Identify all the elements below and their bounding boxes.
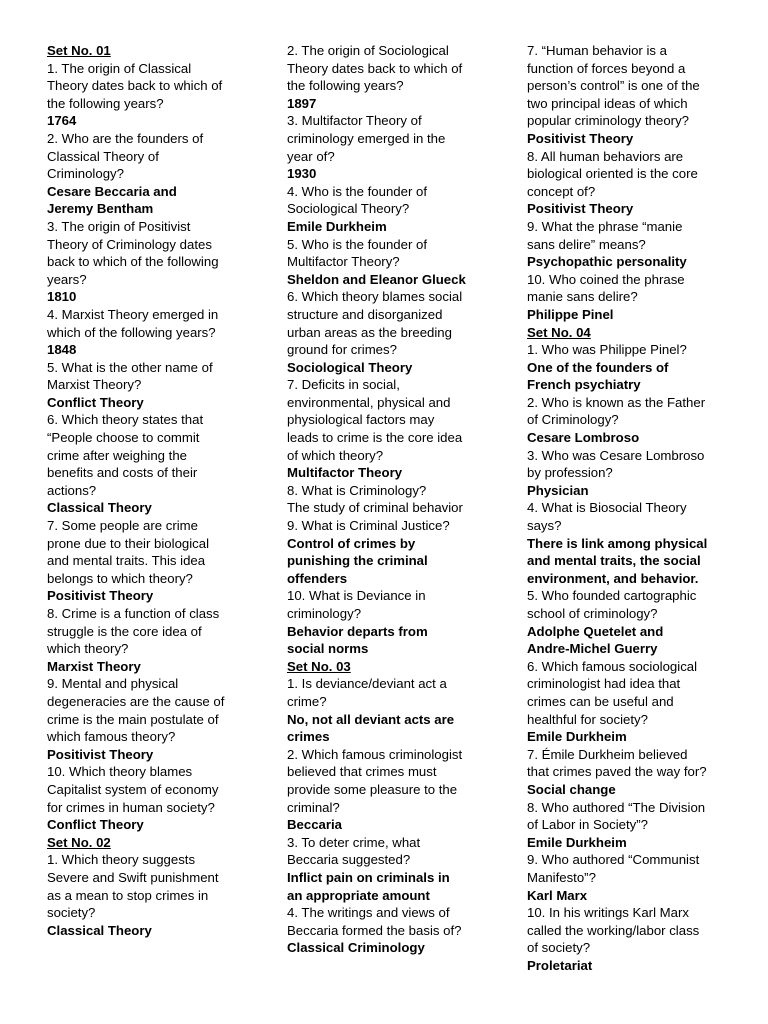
column-1	[47, 42, 259, 939]
question-text: 9. What the phrase “manie sans delire” means?	[527, 218, 683, 252]
answer-text: No, not all deviant acts are crimes	[287, 711, 455, 745]
set-heading: Set No. 02	[47, 834, 111, 850]
question-text: 6. Which theory states that “People choose to commit crime after weighing the benefits and costs of their actions?	[47, 412, 204, 498]
question-text: 4. The writings and views of Beccaria formed the basis of?	[287, 905, 462, 938]
question-text: 3. Multifactor Theory of criminology emerged in the year of?	[287, 113, 446, 164]
question-text: 1. Is deviance/deviant act a crime?	[287, 676, 447, 709]
question-text: 8. What is Criminology? The study of criminal behavior 9. What is Criminal Justice?	[287, 482, 463, 534]
answer-text: Cesare Lombroso	[527, 430, 640, 446]
answer-text: Physician	[527, 482, 589, 498]
answer-text: Behavior departs from social norms	[287, 623, 428, 657]
question-text: 2. Which famous criminologist believed that crimes must provide some pleasure to the criminal?	[287, 746, 463, 815]
question-text: 7. Émile Durkheim believed that crimes paved the way for?	[527, 746, 707, 780]
answer-text: Emile Durkheim	[287, 218, 387, 234]
answer-text: 1930	[287, 166, 317, 182]
answer-text: Classical Theory	[47, 922, 152, 938]
question-text: 10. In his writings Karl Marx called the working/labor class of society?	[527, 905, 700, 956]
answer-text: Control of crimes by punishing the criminal offenders	[287, 535, 428, 586]
question-text: 5. Who is the founder of Multifactor Theory?	[287, 236, 428, 270]
question-text: 3. To deter crime, what Beccaria suggested?	[287, 834, 421, 868]
answer-text: One of the founders of French psychiatry	[527, 359, 669, 393]
answer-text: Sociological Theory	[287, 359, 413, 375]
set-heading: Set No. 01	[47, 43, 111, 58]
answer-text: Classical Criminology	[287, 940, 425, 956]
question-text: 10. Which theory blames Capitalist system of economy for crimes in human society?	[47, 764, 219, 815]
answer-text: Classical Theory	[47, 500, 152, 516]
question-text: 1. Who was Philippe Pinel?	[527, 342, 687, 358]
question-text: 8. Crime is a function of class struggle is the core idea of which theory?	[47, 606, 220, 657]
question-text: 7. “Human behavior is a function of forces beyond a person’s control” is one of the two principal ideas of which popular criminology theory?	[527, 43, 700, 129]
question-text: 9. Who authored “Communist Manifesto”?	[527, 852, 700, 885]
question-text: 4. Who is the founder of Sociological Theory?	[287, 183, 428, 217]
answer-text: Conflict Theory	[47, 394, 144, 410]
answer-text: Proletariat	[527, 957, 593, 973]
column-2	[287, 42, 499, 957]
question-text: 3. Who was Cesare Lombroso by profession?	[527, 447, 705, 481]
answer-text: Conflict Theory	[47, 817, 144, 833]
question-text: 4. What is Biosocial Theory says?	[527, 500, 687, 534]
answer-text: Positivist Theory	[527, 130, 634, 146]
answer-text: There is link among physical and mental traits, the social environment, and behavior.	[527, 535, 708, 586]
answer-text: Positivist Theory	[527, 201, 634, 217]
answer-text: Inflict pain on criminals in an appropriate amount	[287, 869, 450, 903]
question-text: 8. All human behaviors are biological oriented is the core concept of?	[527, 148, 698, 199]
question-text: 1. The origin of Classical Theory dates back to which of the following years?	[47, 60, 223, 111]
question-text: 5. Who founded cartographic school of criminology?	[527, 588, 697, 621]
answer-text: Positivist Theory	[47, 588, 154, 604]
question-text: 1. Which theory suggests Severe and Swift punishment as a mean to stop crimes in society?	[47, 852, 219, 921]
question-text: 10. Who coined the phrase manie sans delire?	[527, 271, 685, 305]
answer-text: Multifactor Theory	[287, 465, 403, 481]
column-3	[527, 42, 739, 974]
answer-text: Emile Durkheim	[527, 834, 627, 850]
answer-text: Cesare Beccaria and Jeremy Bentham	[47, 183, 177, 217]
set-heading: Set No. 04	[527, 324, 591, 340]
question-text: 4. Marxist Theory emerged in which of the following years?	[47, 306, 219, 340]
question-text: 2. The origin of Sociological Theory dates back to which of the following years?	[287, 43, 463, 94]
set-heading: Set No. 03	[287, 658, 351, 674]
answer-text: Philippe Pinel	[527, 306, 614, 322]
answer-text: Marxist Theory	[47, 658, 141, 674]
question-text: 2. Who is known as the Father of Criminology?	[527, 394, 706, 428]
question-text: 7. Some people are crime prone due to their biological and mental traits. This idea belongs to which theory?	[47, 518, 210, 586]
answer-text: 1848	[47, 342, 77, 358]
question-text: 6. Which famous sociological criminologist had idea that crimes can be useful and healthful for society?	[527, 658, 698, 727]
answer-text: Emile Durkheim	[527, 729, 627, 745]
question-text: 9. Mental and physical degeneracies are the cause of crime is the main postulate of which famous theory?	[47, 676, 225, 745]
question-text: 8. Who authored “The Division of Labor in Society”?	[527, 799, 706, 833]
question-text: 5. What is the other name of Marxist Theory?	[47, 359, 213, 393]
question-text: 3. The origin of Positivist Theory of Criminology dates back to which of the following years?	[47, 218, 219, 287]
question-text: 2. Who are the founders of Classical Theory of Criminology?	[47, 130, 204, 182]
answer-text: Adolphe Quetelet and Andre-Michel Guerry	[527, 623, 664, 657]
answer-text: Sheldon and Eleanor Glueck	[287, 271, 466, 287]
answer-text: Positivist Theory	[47, 746, 154, 762]
answer-text: Karl Marx	[527, 887, 588, 903]
answer-text: Social change	[527, 781, 616, 797]
question-text: 10. What is Deviance in criminology?	[287, 588, 426, 621]
answer-text: 1810	[47, 289, 77, 305]
answer-text: 1764	[47, 113, 77, 129]
answer-text: Psychopathic personality	[527, 254, 687, 270]
question-text: 7. Deficits in social, environmental, physical and physiological factors may leads to crime is the core idea of which theory?	[287, 377, 463, 463]
answer-text: 1897	[287, 95, 317, 111]
question-text: 6. Which theory blames social structure and disorganized urban areas as the breeding ground for crimes?	[287, 289, 463, 358]
answer-text: Beccaria	[287, 817, 342, 833]
